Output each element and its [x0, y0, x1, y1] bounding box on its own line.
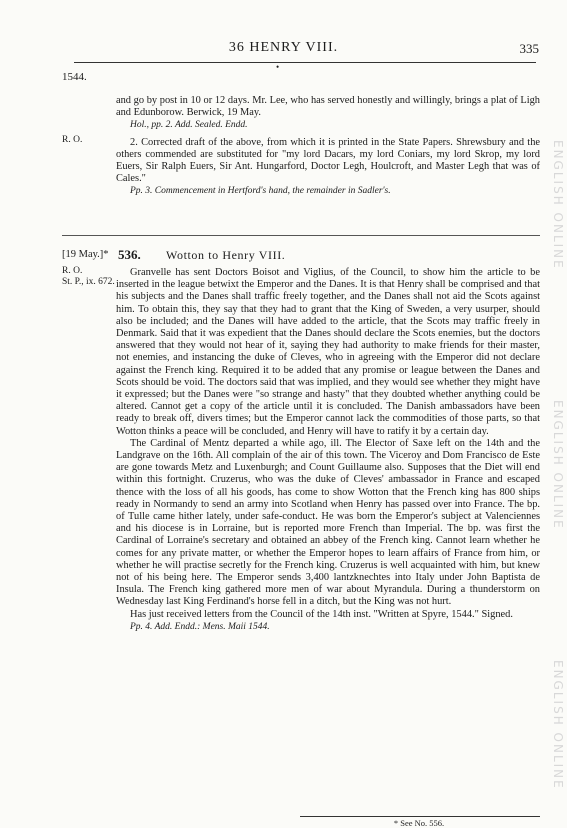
margin-source-ro: R. O.	[62, 135, 83, 145]
previous-entry-endorsement: Hol., pp. 2. Add. Sealed. Endd.	[130, 120, 248, 131]
page-number: 335	[519, 41, 539, 56]
watermark-text-2: ENGLISH ONLINE	[551, 400, 565, 530]
footnote-rule	[300, 816, 540, 817]
entry-paragraph-1: Granvelle has sent Doctors Boisot and Viglius, of the Council, to show him the article to be inserted in the league betwixt the Emperor and the Danes. It is that Henry shall be comprised and that his subjects and the Danes shall traffic freely together, and the Danes shall not aid the Scots against him. To obtain this, they say that they had to grant that the King of Sweden, a very usurper, should also be included; and the Danes will have added to the article, that the Scots may traffic freely in Denmark. Said that it was expedient that the Danes should declare the Scots enemies, but the doctors answered that they would not hear of it, saying they had authority to make friends for their master, not enemies, and instancing the duke of Cleves, who in agreeing with the Emperor did not declare against the French king. Required it to be added that any promise or league between the Danes and Scots should be void. The doctors said that was implied, and they would see whether they might have it expressed; but the Danes were "so strange and hasty" that they doubted whether anything could be altered. Cannot get a copy of the article until it is concluded. The Danish ambassadors have been ready to break off, divers times; but the Emperor cannot lack the commodities of those parts, so that Wotton thinks a peace will be concluded, and Henry will have to ratify it by a certain day.	[116, 267, 540, 437]
margin-state-papers-ref: St. P., ix. 672.	[62, 277, 115, 287]
entry-endorsement: Pp. 4. Add. Endd.: Mens. Maii 1544.	[130, 621, 270, 632]
margin-year: 1544.	[62, 71, 87, 83]
entry-paragraph-2: The Cardinal of Mentz departed a while ago, ill. The Elector of Saxe left on the 14th and the Landgrave on the 16th. All complain of the air of this town. The Viceroy and Dom Francisco de Este are gone towards Metz and Luxenburgh; and Count Guillaume also. Supposes that the Diet will end within this fortnight. Cruzerus, who was the duke of Cleves' ambassador in France and escaped thence with the loss of all his goods, has come to show Wotton that the French king has 800 ships ready in Normandy to send an army into Scotland when Henry has passed over into France. The bp. of Tulle came hither lately, under safe-conduct. He was born the Emperor's subject at Valenciennes and his diocese is in Lorraine, but is reported more French than Imperial. The bp. was first the Cardinal of Lorraine's secretary and obtained an abbey of the French king. Cannot learn whether he comes for any private matter, or whether the Emperor hopes to learn affairs of France from him, or whether he will practise secretly for the French king. Cruzerus is well acquainted with him, but knew not of his being here. The Emperor sends 3,400 lantzknechtes into Italy under John Baptista de Insula. The French king gathered more men of war about Myrandula. During a thunderstorm on Wednesday last King Ferdinand's horse fell in a ditch, but the King was not hurt.	[116, 437, 540, 608]
header-dot: •	[276, 62, 280, 72]
margin-source-ro-2: R. O.	[62, 266, 83, 276]
previous-entry-paragraph-2: 2. Corrected draft of the above, from which it is printed in the State Papers. Shrewsbury and the others commended are substituted for "my lord Dacars, my lord Coniars, my lord Skrop, my lord Euers, Sir Ralph Euers, Sir Ant. Hungarford, Doctor Legh, Houlcroft, and Master Legh that was of Cales."	[116, 136, 540, 185]
watermark-text-1: ENGLISH ONLINE	[551, 140, 565, 270]
header-rule	[74, 62, 536, 63]
entry-body	[116, 267, 540, 633]
previous-entry-paragraph: and go by post in 10 or 12 days. Mr. Lee, who has served honestly and willingly, brings a plat of Ligh and Edunborow. Berwick, 19 May.	[116, 95, 540, 119]
watermark	[541, 100, 567, 800]
entry-title: Wotton to Henry VIII.	[166, 248, 286, 262]
running-title: 36 HENRY VIII.	[228, 40, 339, 55]
watermark-graphic	[541, 100, 567, 800]
watermark-text-3: ENGLISH ONLINE	[551, 660, 565, 790]
previous-entry	[116, 95, 540, 198]
footnote: * See No. 556.	[393, 818, 445, 828]
previous-entry-endorsement-2: Pp. 3. Commencement in Hertford's hand, the remainder in Sadler's.	[130, 186, 391, 197]
entry-number: 536.	[118, 247, 141, 262]
entry-date: [19 May.]*	[62, 249, 109, 260]
entry-paragraph-3: Has just received letters from the Council of the 14th inst. "Written at Spyre, 1544." Signed.	[130, 608, 513, 620]
section-divider	[62, 235, 540, 236]
